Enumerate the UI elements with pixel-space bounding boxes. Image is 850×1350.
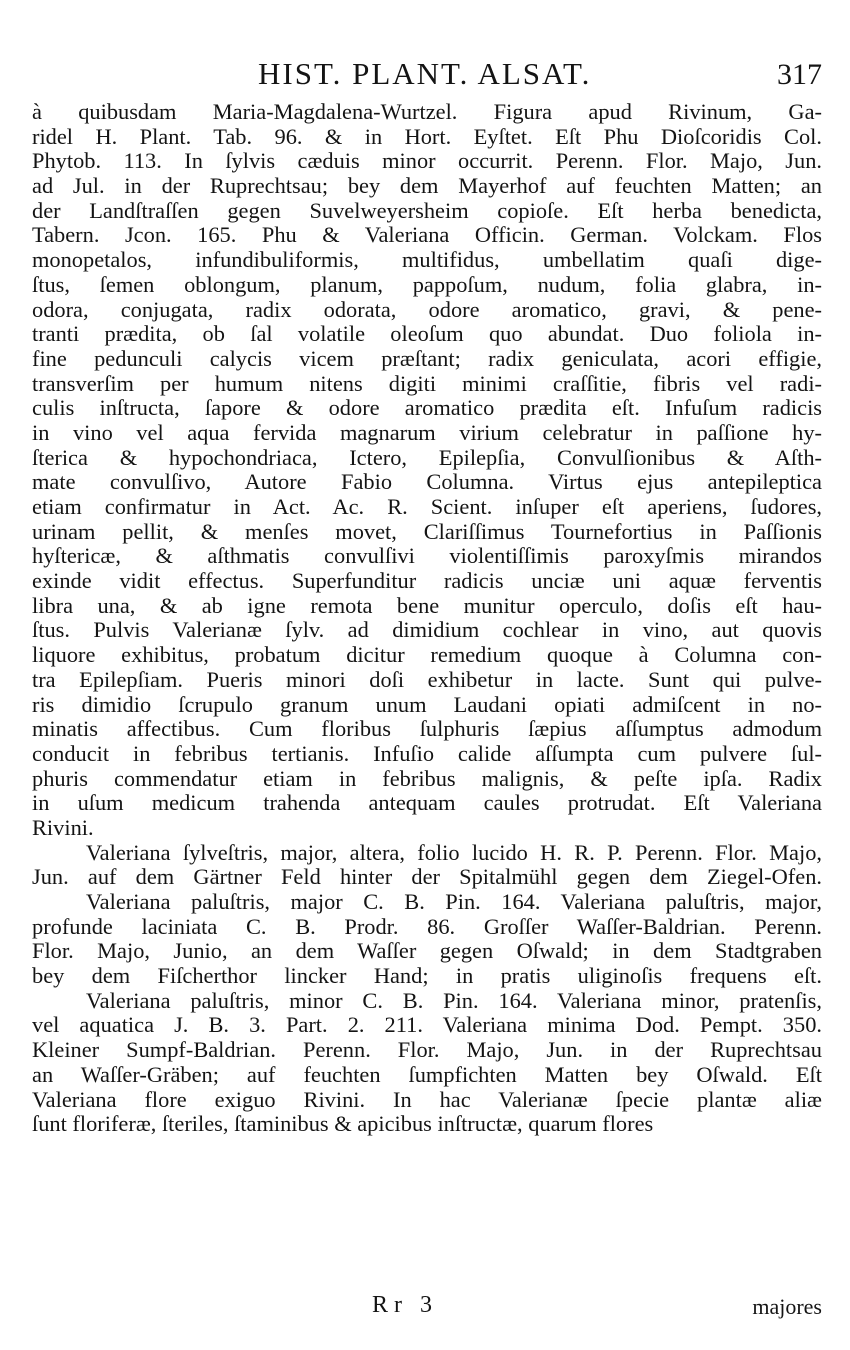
page-footer (32, 1292, 822, 1322)
text-line: der Landſtraſſen gegen Suvelweyersheim copioſe. Eſt herba benedicta, (32, 198, 822, 223)
text-line: Tabern. Jcon. 165. Phu & Valeriana Officin. German. Volckam. Flos (32, 223, 822, 248)
text-line: ſterica & hypochondriaca, Ictero, Epilepſia, Convulſionibus & Aſth- (32, 445, 822, 470)
text-line: hyſtericæ, & aſthmatis convulſivi violentiſſimis paroxyſmis mirandos (32, 544, 822, 569)
text-line: urinam pellit, & menſes movet, Clariſſimus Tournefortius in Paſſionis (32, 519, 822, 544)
text-line: Valeriana ſylveſtris, major, altera, folio lucido H. R. P. Perenn. Flor. Majo, (86, 840, 822, 865)
text-line: transverſim per humum nitens digiti minimi craſſitie, fibris vel radi- (32, 371, 822, 396)
text-line: liquore exhibitus, probatum dicitur remedium quoque à Columna con- (32, 643, 822, 668)
text-line: Valeriana flore exiguo Rivini. In hac Valerianæ ſpecie plantæ aliæ (32, 1087, 822, 1112)
text-line: in uſum medicum trahenda antequam caules protrudat. Eſt Valeriana (32, 791, 822, 816)
text-line: à quibusdam Maria-Magdalena-Wurtzel. Figura apud Rivinum, Ga- (32, 100, 822, 124)
text-line: tra Epilepſiam. Pueris minori doſi exhibetur in lacte. Sunt qui pulve- (32, 667, 822, 692)
text-line: etiam confirmatur in Act. Ac. R. Scient. inſuper eſt aperiens, ſudores, (32, 495, 822, 519)
text-line: Rivini. (32, 815, 94, 840)
text-line: ris dimidio ſcrupulo granum unum Laudani opiati admiſcent in no- (32, 692, 822, 717)
text-line: fine pedunculi calycis vicem præſtant; radix geniculata, acori effigie, (32, 346, 822, 371)
page-number: 317 (777, 58, 822, 91)
text-line: exinde vidit effectus. Superfunditur radicis unciæ uni aquæ ferventis (32, 569, 822, 594)
text-line: ad Jul. in der Ruprechtsau; bey dem Mayerhof auf feuchten Matten; an (32, 174, 822, 199)
text-line: bey dem Fiſcherthor lincker Hand; in pratis uliginoſis frequens eſt. (32, 964, 822, 989)
catchword: majores (752, 1294, 822, 1319)
text-line: Kleiner Sumpf-Baldrian. Perenn. Flor. Majo, Jun. in der Ruprechtsau (32, 1038, 822, 1063)
text-line: profunde laciniata C. B. Prodr. 86. Groſſer Waſſer-Baldrian. Perenn. (32, 914, 822, 939)
text-line: Phytob. 113. In ſylvis cæduis minor occurrit. Perenn. Flor. Majo, Jun. (32, 149, 822, 174)
text-line: an Waſſer-Gräben; auf feuchten ſumpfichten Matten bey Oſwald. Eſt (32, 1062, 822, 1087)
text-line: ſtus, ſemen oblongum, planum, pappoſum, nudum, folia glabra, in- (32, 272, 822, 297)
text-line: in vino vel aqua fervida magnarum virium celebratur in paſſione hy- (32, 420, 822, 445)
body-text (32, 100, 822, 1137)
text-line: ſtus. Pulvis Valerianæ ſylv. ad dimidium cochlear in vino, aut quovis (32, 618, 822, 643)
text-line: tranti prædita, ob ſal volatile oleoſum quo abundat. Duo foliola in- (32, 322, 822, 347)
text-line: culis inſtructa, ſapore & odore aromatico prædita eſt. Infuſum radicis (32, 396, 822, 421)
text-line: monopetalos, infundibuliformis, multifidus, umbellatim quaſi dige- (32, 248, 822, 273)
running-title: HIST. PLANT. ALSAT. (258, 56, 592, 91)
text-line: Jun. auf dem Gärtner Feld hinter der Spitalmühl gegen dem Ziegel-Ofen. (32, 865, 822, 890)
text-line: libra una, & ab igne remota bene munitur operculo, doſis eſt hau- (32, 593, 822, 618)
text-line: phuris commendatur etiam in febribus malignis, & peſte ipſa. Radix (32, 766, 822, 791)
signature-mark: Rr 3 (372, 1292, 438, 1318)
page-header (32, 56, 822, 96)
text-line: odora, conjugata, radix odorata, odore aromatico, gravi, & pene- (32, 297, 822, 322)
text-line: Valeriana paluſtris, major C. B. Pin. 164. Valeriana paluſtris, major, (86, 890, 822, 914)
text-line: vel aquatica J. B. 3. Part. 2. 211. Valeriana minima Dod. Pempt. 350. (32, 1013, 822, 1038)
text-line: Flor. Majo, Junio, an dem Waſſer gegen Oſwald; in dem Stadtgraben (32, 939, 822, 964)
text-line: minatis affectibus. Cum floribus ſulphuris ſæpius aſſumptus admodum (32, 717, 822, 742)
text-line: ridel H. Plant. Tab. 96. & in Hort. Eyſtet. Eſt Phu Dioſcoridis Col. (32, 124, 822, 149)
text-line: Valeriana paluſtris, minor C. B. Pin. 164. Valeriana minor, pratenſis, (86, 988, 822, 1013)
text-line: ſunt floriferæ, ſteriles, ſtaminibus & apicibus inſtructæ, quarum flores (32, 1112, 654, 1137)
text-line: mate convulſivo, Autore Fabio Columna. Virtus ejus antepileptica (32, 470, 822, 495)
text-line: conducit in febribus tertianis. Infuſio calide aſſumpta cum pulvere ſul- (32, 741, 822, 766)
